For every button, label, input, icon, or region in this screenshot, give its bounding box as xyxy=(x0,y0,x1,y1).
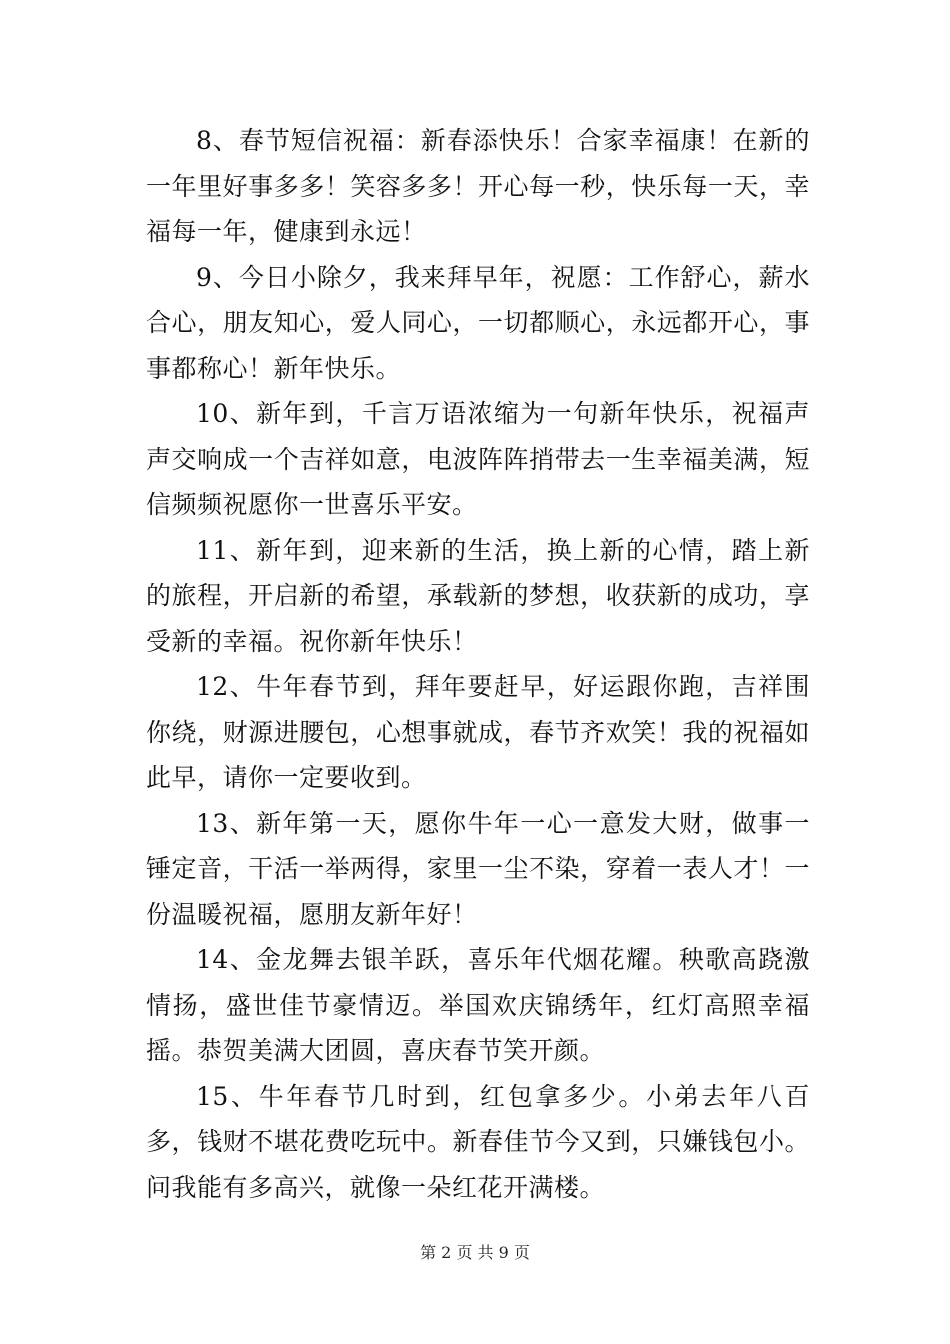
paragraph-15: 15、牛年春节几时到，红包拿多少。小弟去年八百多，钱财不堪花费吃玩中。新春佳节今又到，只嫌钱包小。问我能有多高兴，就像一朵红花开满楼。 xyxy=(146,1081,810,1202)
document-body xyxy=(146,118,810,1210)
paragraph-10: 10、新年到，千言万语浓缩为一句新年快乐，祝福声声交响成一个吉祥如意，电波阵阵捎带去一生幸福美满，短信频频祝愿你一世喜乐平安。 xyxy=(146,399,810,519)
paragraph-11: 11、新年到，迎来新的生活，换上新的心情，踏上新的旅程，开启新的希望，承载新的梦想，收获新的成功，享受新的幸福。祝你新年快乐！ xyxy=(146,535,810,656)
paragraph-13: 13、新年第一天，愿你牛年一心一意发大财，做事一锤定音，干活一举两得，家里一尘不染，穿着一表人才！一份温暖祝福，愿朋友新年好！ xyxy=(146,808,810,929)
paragraph-12: 12、牛年春节到，拜年要赶早，好运跟你跑，吉祥围你绕，财源进腰包，心想事就成，春节齐欢笑！我的祝福如此早，请你一定要收到。 xyxy=(146,672,810,792)
paragraph-8: 8、春节短信祝福：新春添快乐！合家幸福康！在新的一年里好事多多！笑容多多！开心每一秒，快乐每一天，幸福每一年，健康到永远！ xyxy=(146,126,810,246)
page-number-footer: 第 2 页 共 9 页 xyxy=(420,1243,530,1262)
paragraph-9: 9、今日小除夕，我来拜早年，祝愿：工作舒心，薪水合心，朋友知心，爱人同心，一切都顺心，永远都开心，事事都称心！新年快乐。 xyxy=(146,262,810,383)
paragraph-14: 14、金龙舞去银羊跃，喜乐年代烟花耀。秧歌高跷激情扬，盛世佳节豪情迈。举国欢庆锦绣年，红灯高照幸福摇。恭贺美满大团圆，喜庆春节笑开颜。 xyxy=(146,945,810,1065)
